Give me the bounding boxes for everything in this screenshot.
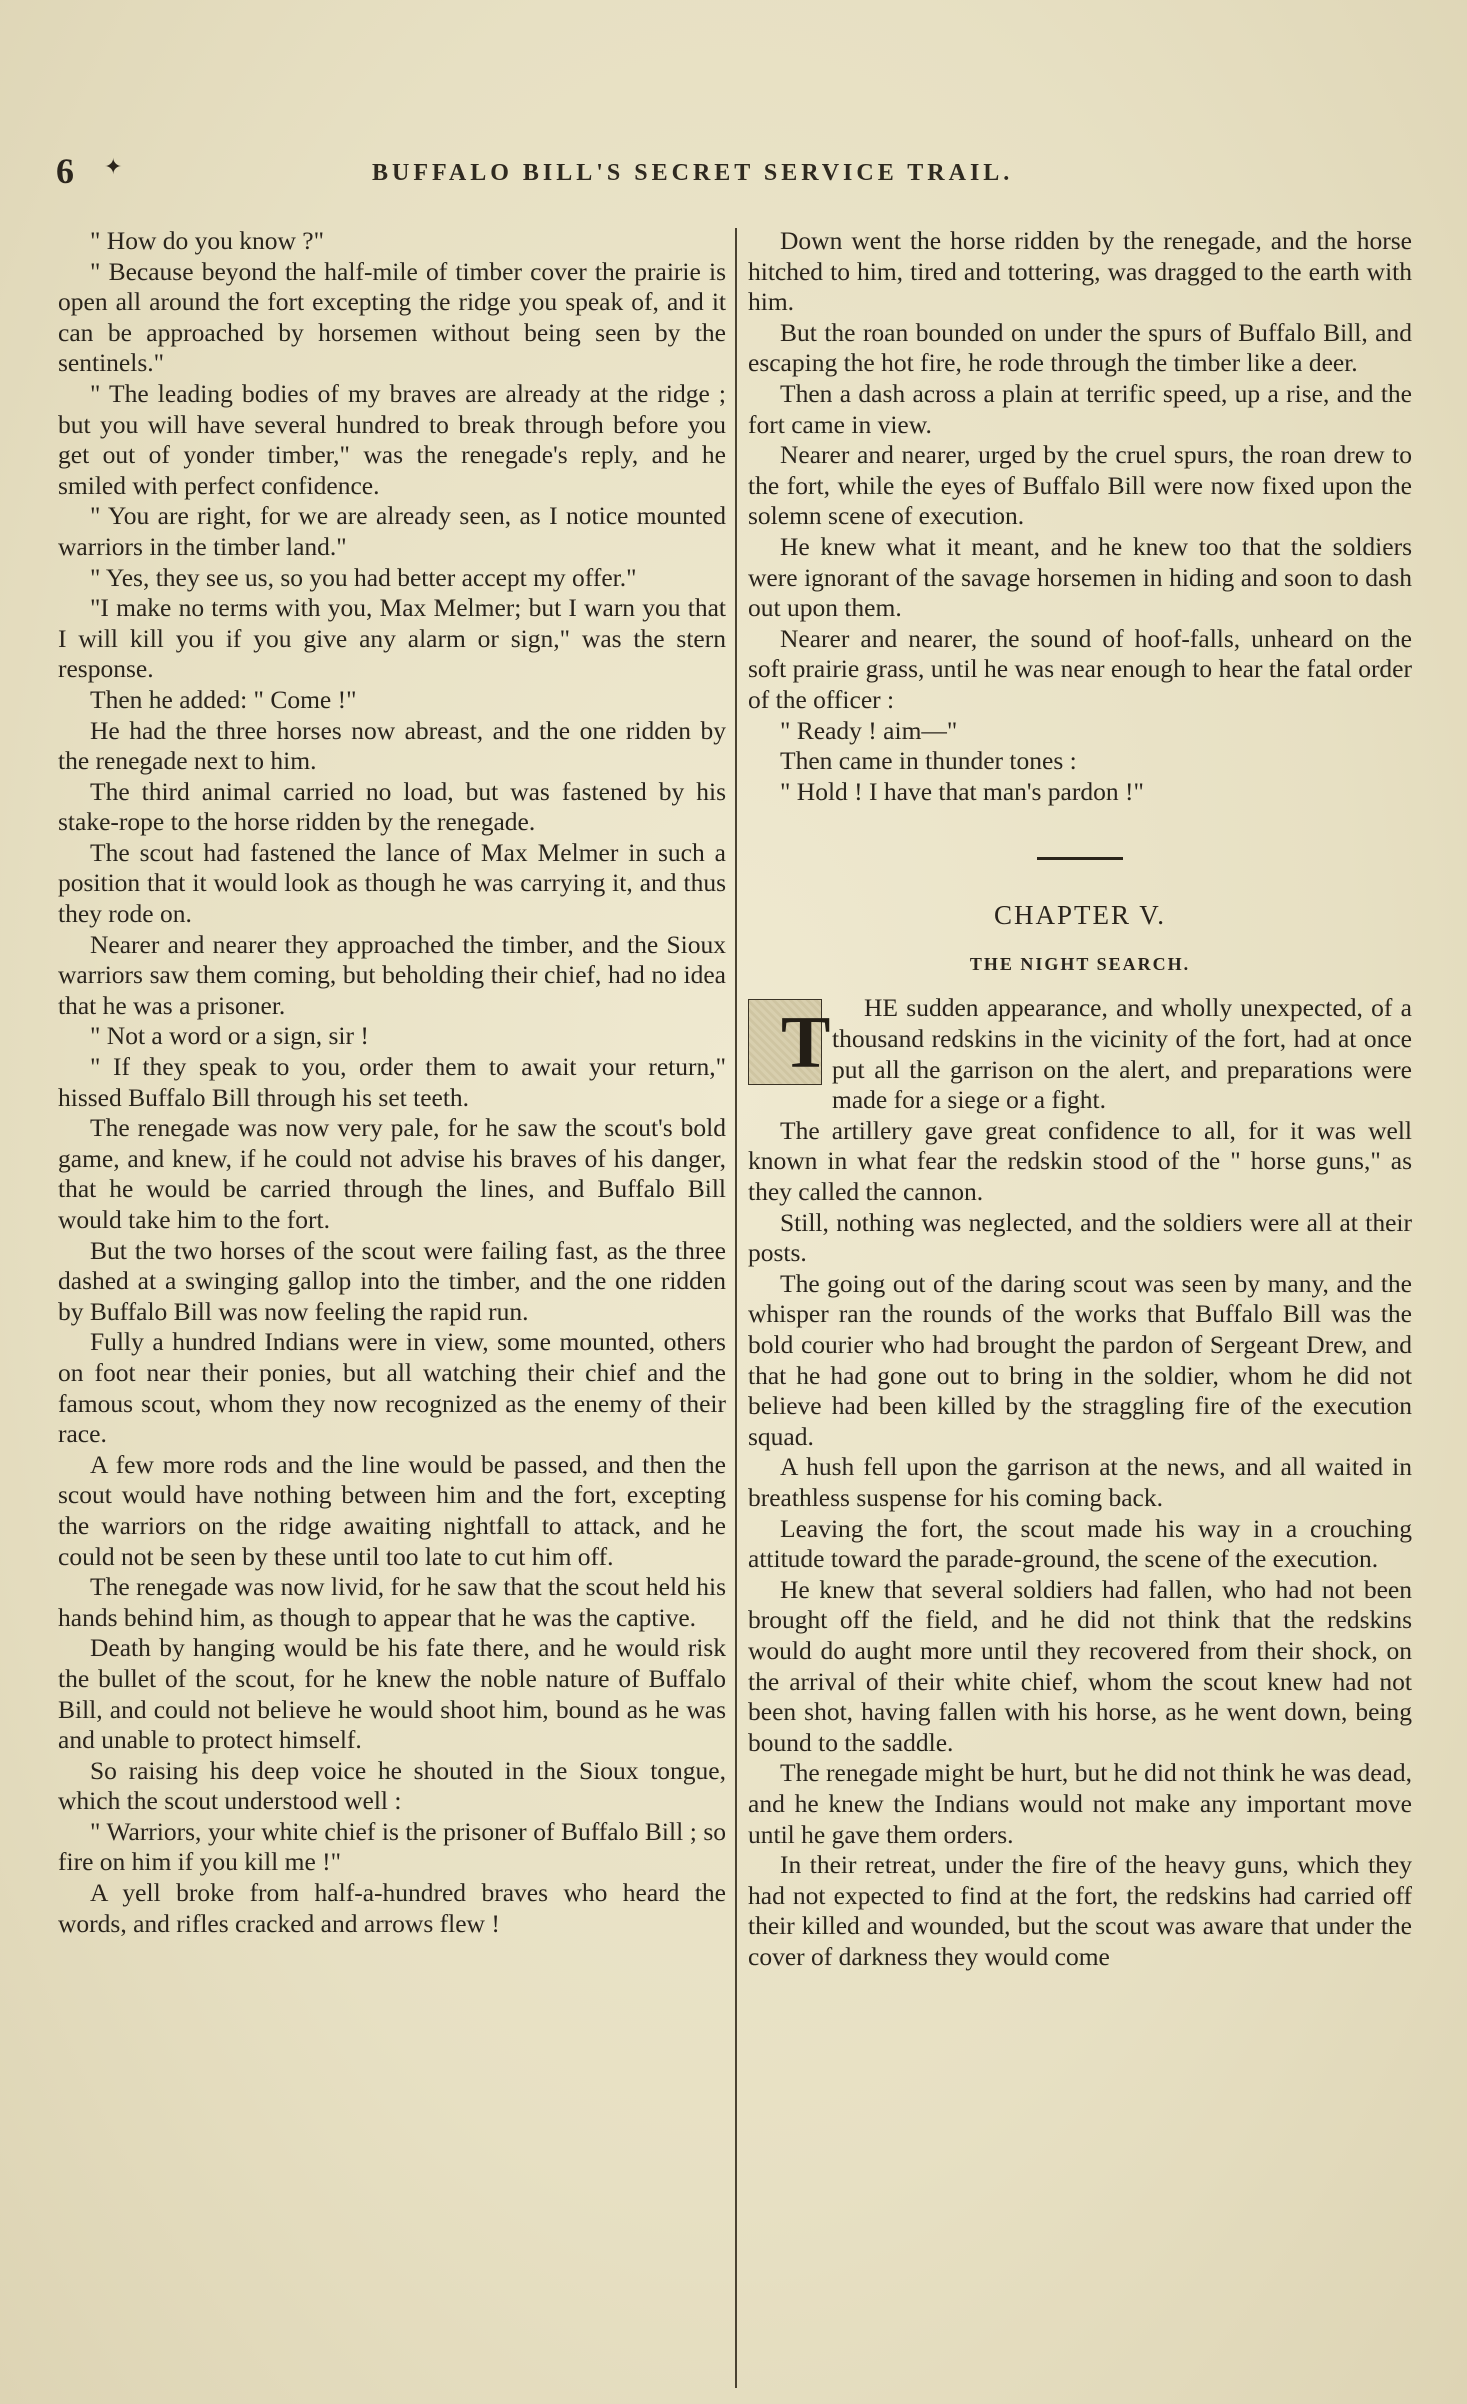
- paragraph: Death by hanging would be his fate there, and he would risk the bullet of the scout, for he knew the noble nature of Buffalo Bill, and could not believe he would shoot him, bound as he was and unable to protect himself.: [58, 1633, 726, 1755]
- paragraph: Then came in thunder tones :: [780, 746, 1077, 776]
- paragraph: " Not a word or a sign, sir !: [90, 1021, 369, 1051]
- paragraph: Then a dash across a plain at terrific speed, up a rise, and the fort came in view.: [748, 378, 1412, 439]
- paragraph: Leaving the fort, the scout made his way in a crouching attitude toward the parade-ground, the scene of the execution.: [748, 1513, 1412, 1574]
- paragraph: " Ready ! aim—": [780, 715, 958, 745]
- page-header: [52, 150, 1412, 194]
- paragraph: A hush fell upon the garrison at the news, and all waited in breathless suspense for his coming back.: [748, 1452, 1412, 1512]
- paragraph: " Warriors, your white chief is the prisoner of Buffalo Bill ; so fire on him if you kill me !": [58, 1816, 726, 1877]
- paragraph: He had the three horses now abreast, and the one ridden by the renegade next to him.: [58, 715, 726, 776]
- paragraph: Nearer and nearer, the sound of hoof-falls, unheard on the soft prairie grass, until he was near enough to hear the fatal order of the officer :: [748, 623, 1412, 714]
- ornament-icon: ✦: [104, 154, 123, 179]
- chapter-subtitle: THE NIGHT SEARCH.: [969, 953, 1191, 974]
- left-column: [58, 226, 726, 1939]
- paragraph: " Because beyond the half-mile of timber cover the prairie is open all around the fort excepting the ridge you speak of, and it can be approached by horsemen without being seen by the sentinels.": [58, 256, 726, 378]
- paragraph: So raising his deep voice he shouted in the Sioux tongue, which the scout understood well :: [58, 1755, 726, 1816]
- paragraph: A few more rods and the line would be passed, and then the scout would have nothing between him and the fort, excepting the warriors on the ridge awaiting nightfall to attack, and he could not be seen by these until too late to cut him off.: [58, 1449, 726, 1571]
- section-rule: [1037, 857, 1123, 860]
- paragraph: "I make no terms with you, Max Melmer; but I warn you that I will kill you if you give any alarm or sign," was the stern response.: [58, 593, 726, 684]
- paragraph: Fully a hundred Indians were in view, some mounted, others on foot near their ponies, but all watching their chief and the famous scout, whom they now recognized as the enemy of their race.: [58, 1327, 726, 1449]
- column-divider: [735, 228, 737, 2388]
- paragraph: The artillery gave great confidence to all, for it was well known in what fear the redskin stood of the " horse guns," as they called the cannon.: [748, 1115, 1412, 1207]
- paragraph: Nearer and nearer, urged by the cruel spurs, the roan drew to the fort, while the eyes of Buffalo Bill were now fixed upon the solemn scene of execution.: [748, 440, 1412, 531]
- paragraph: But the two horses of the scout were failing fast, as the three dashed at a swinging gallop into the timber, and the one ridden by Buffalo Bill was now feeling the rapid run.: [58, 1235, 726, 1326]
- paragraph: He knew that several soldiers had fallen, who had not been brought off the field, and he did not think that the redskins would do aught more until they recovered from their shock, on the arrival of their white chief, whom the scout knew had not been shot, having fallen with his horse, as he went down, being bound to the saddle.: [748, 1574, 1412, 1757]
- running-title: BUFFALO BILL'S SECRET SERVICE TRAIL.: [372, 160, 1014, 186]
- paragraph: " Yes, they see us, so you had better accept my offer.": [90, 562, 637, 592]
- paragraph: Then he added: " Come !": [90, 684, 357, 714]
- drop-cap: T: [748, 999, 822, 1085]
- paragraph: Nearer and nearer they approached the timber, and the Sioux warriors saw them coming, but beholding their chief, had no idea that he was a prisoner.: [58, 929, 726, 1020]
- paragraph: The renegade was now livid, for he saw that the scout held his hands behind him, as though to appear that he was the captive.: [58, 1572, 726, 1632]
- paragraph: " If they speak to you, order them to await your return," hissed Buffalo Bill through his set teeth.: [58, 1052, 726, 1112]
- paragraph: " How do you know ?": [90, 226, 325, 255]
- paragraph: The third animal carried no load, but was fastened by his stake-rope to the horse ridden by the renegade.: [58, 776, 726, 837]
- paragraph: In their retreat, under the fire of the heavy guns, which they had not expected to find at the fort, the redskins had carried off their killed and wounded, but the scout was aware that under the cover of darkness they would come: [748, 1850, 1412, 1971]
- chapter-title: CHAPTER V.: [993, 900, 1167, 931]
- paragraph: But the roan bounded on under the spurs of Buffalo Bill, and escaping the hot fire, he rode through the timber like a deer.: [748, 317, 1412, 378]
- paragraph: The scout had fastened the lance of Max Melmer in such a position that it would look as though he was carrying it, and thus they rode on.: [58, 837, 726, 929]
- right-column: [748, 226, 1412, 1972]
- page-number: 6: [56, 151, 74, 191]
- paragraph: A yell broke from half-a-hundred braves who heard the words, and rifles cracked and arrows flew !: [58, 1878, 726, 1938]
- chapter-opening-paragraph: [748, 993, 1412, 1115]
- paragraph: Still, nothing was neglected, and the soldiers were all at their posts.: [748, 1207, 1412, 1268]
- paragraph: The going out of the daring scout was seen by many, and the whisper ran the rounds of the works that Buffalo Bill was the bold courier who had brought the pardon of Sergeant Drew, and that he had gone out to bring in the soldier, whom he did not believe had been killed by the straggling fire of the execution squad.: [748, 1268, 1412, 1451]
- paragraph: Down went the horse ridden by the renegade, and the horse hitched to him, tired and tottering, was dragged to the earth with him.: [748, 226, 1412, 317]
- opening-text: HE sudden appearance, and wholly unexpected, of a thousand redskins in the vicinity of the fort, had at once put all the garrison on the alert, and preparations were made for a siege or a fight.: [832, 993, 1412, 1115]
- paragraph: He knew what it meant, and he knew too that the soldiers were ignorant of the savage horsemen in hiding and soon to dash out upon them.: [748, 531, 1412, 623]
- paragraph: The renegade might be hurt, but he did not think he was dead, and he knew the Indians would not make any important move until he gave them orders.: [748, 1758, 1412, 1849]
- paragraph: The renegade was now very pale, for he saw the scout's bold game, and knew, if he could not advise his braves of his danger, that he would be carried through the lines, and Buffalo Bill would take him to the fort.: [58, 1113, 726, 1234]
- paragraph: " The leading bodies of my braves are already at the ridge ; but you will have several hundred to break through before you get out of yonder timber," was the renegade's reply, and he smiled with perfect confidence.: [58, 378, 726, 500]
- paragraph: " Hold ! I have that man's pardon !": [780, 776, 1144, 806]
- paragraph: " You are right, for we are already seen, as I notice mounted warriors in the timber land.": [58, 501, 726, 561]
